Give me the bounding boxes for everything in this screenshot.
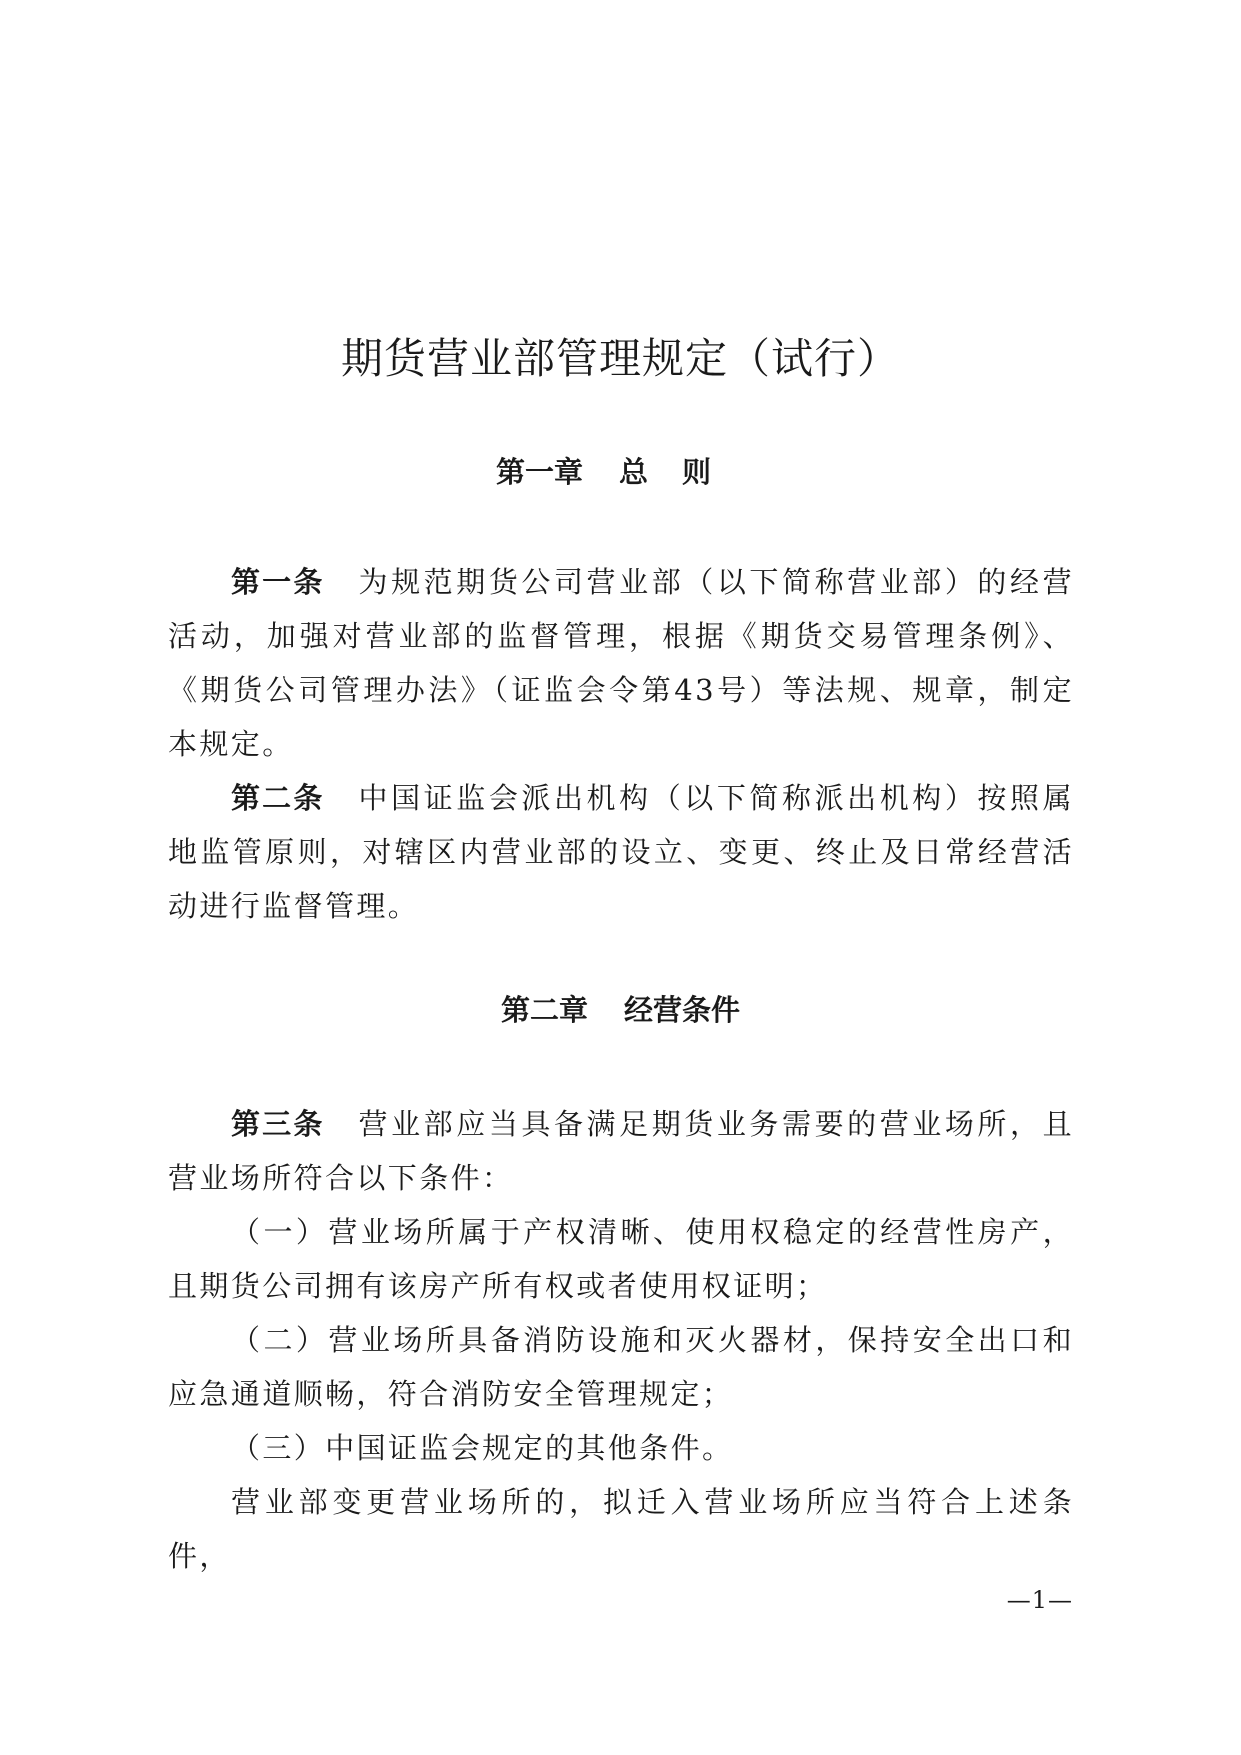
chapter-1-number: 第一章 <box>495 455 583 489</box>
chapter-2-name: 经营条件 <box>624 993 741 1027</box>
chapter-2-heading <box>0 988 1241 1029</box>
page-number: —1— <box>1006 1586 1073 1614</box>
article-2-text: 中国证监会派出机构（以下简称派出机构）按照属地监管原则，对辖区内营业部的设立、变更、终止及日常经营活动进行监督管理。 <box>168 781 1074 923</box>
article-1-text: 为规范期货公司营业部（以下简称营业部）的经营活动，加强对营业部的监督管理，根据《期货交易管理条例》、《期货公司管理办法》（证监会令第43号）等法规、规章，制定本规定。 <box>168 565 1074 761</box>
chapter-1-body <box>168 555 1074 933</box>
article-3-item-3: （三）中国证监会规定的其他条件。 <box>231 1431 734 1465</box>
article-3 <box>168 1097 1074 1205</box>
article-2-label: 第二条 <box>231 781 325 815</box>
chapter-2-number: 第二章 <box>500 993 588 1027</box>
article-3-text: 营业部应当具备满足期货业务需要的营业场所，且营业场所符合以下条件： <box>168 1107 1074 1195</box>
article-2 <box>168 771 1074 933</box>
chapter-1-heading <box>0 450 1241 491</box>
article-3-item-2: （二）营业场所具备消防设施和灭火器材，保持安全出口和应急通道顺畅，符合消防安全管理规定； <box>168 1323 1074 1411</box>
article-1-label: 第一条 <box>231 565 325 599</box>
article-3-trailing-text: 营业部变更营业场所的，拟迁入营业场所应当符合上述条件， <box>168 1485 1074 1573</box>
article-1 <box>168 555 1074 771</box>
article-3-item-1: （一）营业场所属于产权清晰、使用权稳定的经营性房产，且期货公司拥有该房产所有权或者使用权证明； <box>168 1215 1074 1303</box>
chapter-2-body <box>168 1097 1074 1583</box>
document-title: 期货营业部管理规定（试行） <box>340 334 900 383</box>
article-3-label: 第三条 <box>231 1107 325 1141</box>
chapter-1-name: 总则 <box>619 455 746 489</box>
